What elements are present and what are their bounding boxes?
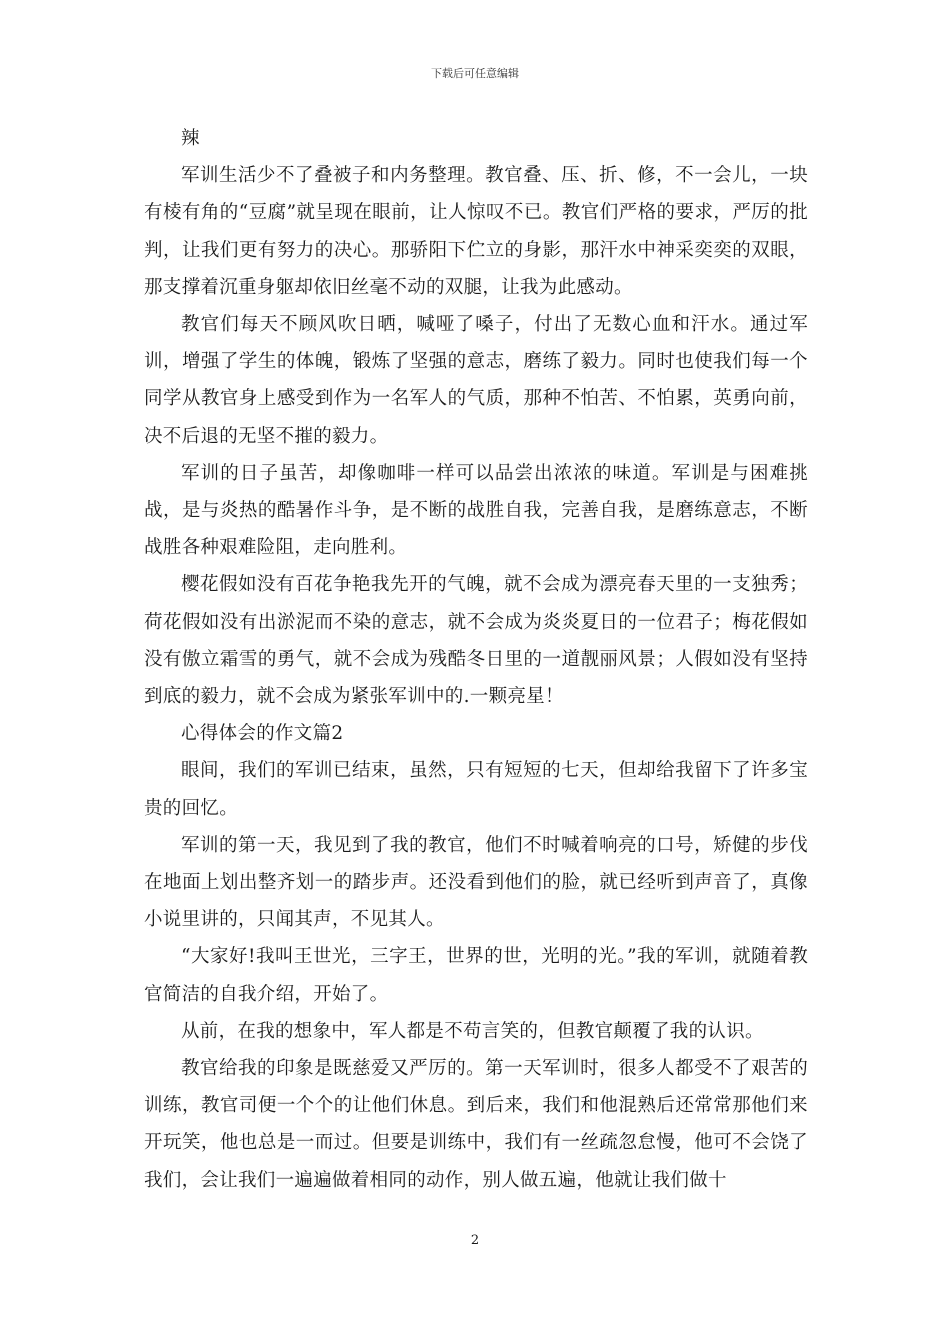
paragraph: 眼间，我们的军训已结束，虽然，只有短短的七天，但却给我留下了许多宝贵的回忆。 (144, 760, 808, 819)
paragraph: “大家好!我叫王世光，三字王，世界的世，光明的光。”我的军训，就随着教官简洁的自我介绍，开始了。 (144, 946, 808, 1005)
paragraph: 樱花假如没有百花争艳我先开的气魄，就不会成为漂亮春天里的一支独秀；荷花假如没有出淤泥而不染的意志，就不会成为炎炎夏日的一位君子；梅花假如没有傲立霜雪的勇气，就不会成为残酷冬日里的一道靓丽风景；人假如没有坚持到底的毅力，就不会成为紧张军训中的.一颗亮星！ (144, 574, 808, 708)
page-header: 下载后可任意编辑 (431, 67, 519, 80)
document-body (144, 120, 808, 1199)
paragraph: 从前，在我的想象中，军人都是不苟言笑的，但教官颠覆了我的认识。 (181, 1020, 764, 1042)
paragraph: 军训的日子虽苦，却像咖啡一样可以品尝出浓浓的味道。军训是与困难挑战，是与炎热的酷暑作斗争，是不断的战胜自我，完善自我，是磨练意志，不断战胜各种艰难险阻，走向胜利。 (144, 462, 808, 559)
paragraph: 教官们每天不顾风吹日晒，喊哑了嗓子，付出了无数心血和汗水。通过军训，增强了学生的体魄，锻炼了坚强的意志，磨练了毅力。同时也使我们每一个同学从教官身上感受到作为一名军人的气质，那种不怕苦、不怕累，英勇向前，决不后退的无坚不摧的毅力。 (144, 314, 808, 447)
page-number: 2 (470, 1233, 480, 1248)
paragraph: 教官给我的印象是既慈爱又严厉的。第一天军训时，很多人都受不了艰苦的训练，教官司便一个个的让他们休息。到后来，我们和他混熟后还常常那他们来开玩笑，他也总是一而过。但要是训练中，我们有一丝疏忽怠慢，他可不会饶了我们，会让我们一遍遍做着相同的动作，别人做五遍，他就让我们做十 (144, 1058, 808, 1191)
paragraph: 辣 (181, 128, 200, 149)
section-heading: 心得体会的作文篇2 (181, 723, 344, 745)
paragraph: 军训的第一天，我见到了我的教官，他们不时喊着响亮的口号，矫健的步伐在地面上划出整齐划一的踏步声。还没看到他们的脸，就已经听到声音了，真像小说里讲的，只闻其声，不见其人。 (144, 834, 808, 931)
paragraph: 军训生活少不了叠被子和内务整理。教官叠、压、折、修，不一会儿，一块有棱有角的“豆腐”就呈现在眼前，让人惊叹不已。教官们严格的要求，严厉的批判，让我们更有努力的决心。那骄阳下伫立的身影，那汗水中神采奕奕的双眼，那支撑着沉重身躯却依旧丝毫不动的双腿，让我为此感动。 (144, 165, 808, 298)
